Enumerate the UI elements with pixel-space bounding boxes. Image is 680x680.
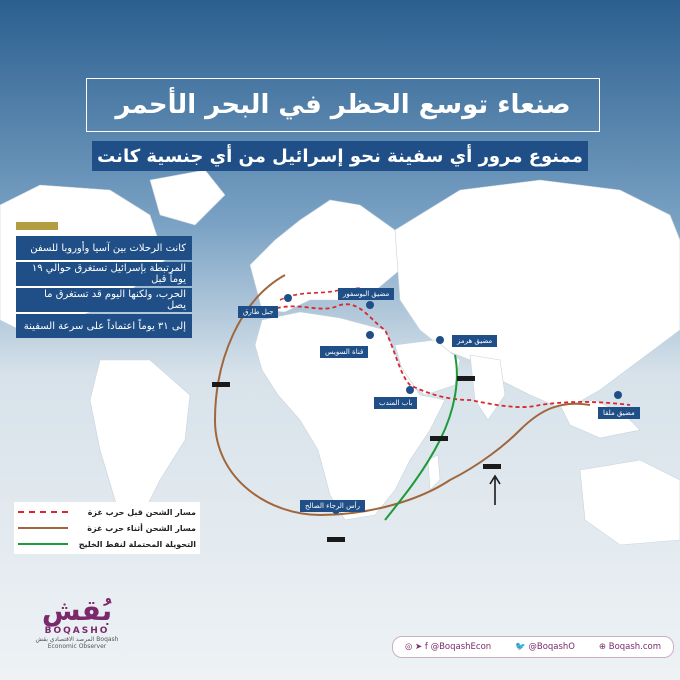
twitter-handle[interactable]: 🐦 @BoqashO bbox=[515, 642, 576, 652]
footer-social bbox=[392, 636, 674, 658]
legend-during-war bbox=[18, 521, 196, 535]
legend-swatch-before bbox=[18, 511, 68, 513]
website-link[interactable]: ⊕ Boqash.com bbox=[598, 642, 662, 652]
logo-english: BOQASHO bbox=[44, 626, 110, 636]
info-line-2: المرتبطة بإسرائيل تستغرق حوالي ١٩ يوماً قبل bbox=[16, 262, 192, 286]
page-subtitle: ممنوع مرور أي سفينة نحو إسرائيل من أي جنسية كانت bbox=[92, 141, 588, 171]
label-malacca: مضيق ملقا bbox=[598, 407, 640, 419]
legend bbox=[14, 502, 200, 554]
info-line-3: الحرب، ولكنها اليوم قد تستغرق ما يصل bbox=[16, 288, 192, 312]
label-gibraltar: جبل طارق bbox=[238, 306, 278, 318]
label-bab-el-mandeb: باب المندب bbox=[374, 397, 417, 409]
legend-swatch-gulf bbox=[18, 543, 68, 545]
legend-label-gulf: التحويلة المحتملة لنفط الخليج bbox=[78, 539, 196, 549]
legend-swatch-during bbox=[18, 527, 68, 529]
label-suez: قناة السويس bbox=[320, 346, 368, 358]
legend-gulf-oil bbox=[18, 537, 196, 551]
title-box bbox=[86, 78, 600, 132]
legend-before-war bbox=[18, 505, 196, 519]
instagram-telegram-facebook-handle[interactable]: ◎ ➤ f @BoqashEcon bbox=[404, 642, 492, 652]
legend-label-before: مسار الشحن قبل حرب غزة bbox=[87, 507, 196, 517]
logo-tagline: المرصد الاقتصادي بقش Boqash Economic Observer bbox=[35, 636, 119, 650]
label-hormuz: مضيق هرمز bbox=[452, 335, 497, 347]
info-line-1: كانت الرحلات بين آسيا وأوروبا للسفن bbox=[16, 236, 192, 260]
brand-logo bbox=[22, 596, 132, 670]
page-title: صنعاء توسع الحظر في البحر الأحمر bbox=[115, 90, 571, 120]
legend-label-during: مسار الشحن أثناء حرب غزة bbox=[87, 523, 196, 533]
label-good-hope: رأس الرجاء الصالح bbox=[300, 500, 365, 512]
accent-bar bbox=[16, 222, 58, 230]
logo-arabic: بُقش bbox=[41, 594, 113, 627]
info-line-4: إلى ٣١ يوماً اعتماداً على سرعة السفينة bbox=[16, 314, 192, 338]
label-bosphorus: مضيق البوسفور bbox=[338, 288, 394, 300]
